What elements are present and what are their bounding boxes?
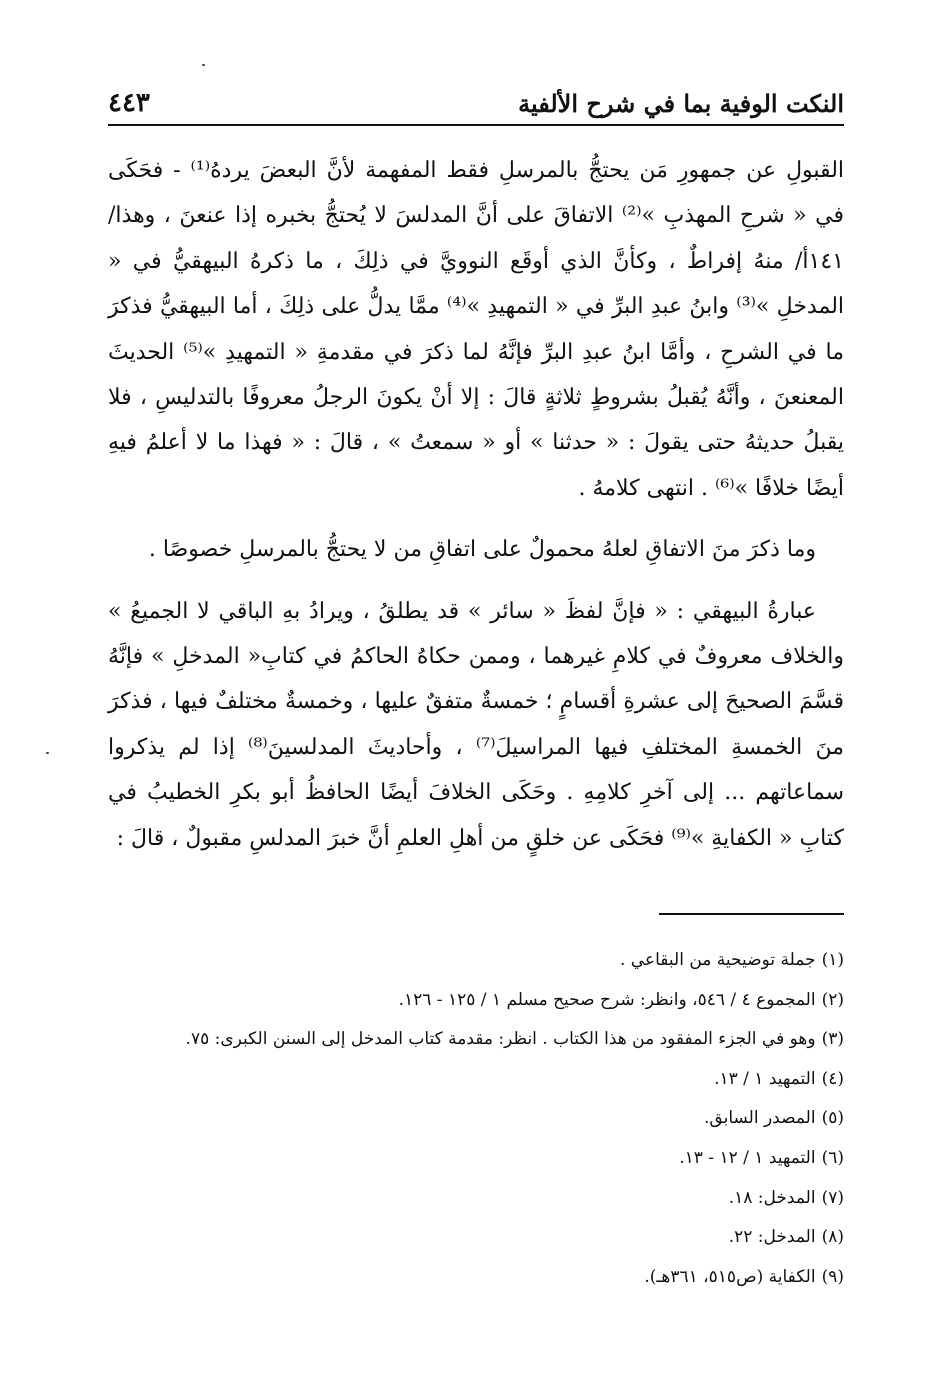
header-rule <box>108 124 844 126</box>
footnote-number: (٩) <box>821 1266 844 1287</box>
footnote-5 <box>108 1099 844 1139</box>
footnote-number: (٣) <box>821 1029 844 1050</box>
footnote-text: المصدر السابق. <box>704 1108 816 1129</box>
main-text <box>108 148 844 861</box>
footnote-number: (٥) <box>821 1108 844 1129</box>
footnote-text: المدخل: ٢٢. <box>728 1227 816 1248</box>
paragraph-1: القبولِ عن جمهورِ مَن يحتجُّ بالمرسلِ فقط المفهمة لأنَّ البعضَ يردهُ⁽¹⁾ - فحَكَى في « شرحِ المهذبِ »⁽²⁾ الاتفاقَ على أنَّ المدلسَ لا يُحتجُّ بخبره إذا عنعنَ ، وهذا/١٤١أ/ منهُ إفراطٌ ، وكأنَّ الذي أوقَع النوويَّ في ذلِكَ ، ما ذكرهُ البيهقيُّ في « المدخلِ »⁽³⁾ وابنُ عبدِ البرِّ في « التمهيدِ »⁽⁴⁾ ممَّا يدلُّ على ذلِكَ ، أما البيهقيُّ فذكرَ ما في الشرحِ ، وأمَّا ابنُ عبدِ البرِّ فإنَّهُ لما ذكرَ في مقدمةِ « التمهيدِ »⁽⁵⁾ الحديثَ المعنعنَ ، وأنَّهُ يُقبلُ بشروطٍ ثلاثةٍ قالَ : إلا أنْ يكونَ الرجلُ معروفًا بالتدليسِ ، فلا يقبلُ حديثهُ حتى يقولَ : « حدثنا » أو « سمعتُ » ، قالَ : « فهذا ما لا أعلمُ فيهِ أيضًا خلافًا »⁽⁶⁾ . انتهى كلامهُ . <box>108 158 845 501</box>
footnote-7 <box>108 1179 844 1219</box>
footnote-1 <box>108 941 844 981</box>
footnote-number: (١) <box>821 950 844 970</box>
footnote-3 <box>108 1020 844 1060</box>
footnote-text: التمهيد ١ / ١٣. <box>714 1068 816 1089</box>
footnote-text: وهو في الجزء المفقود من هذا الكتاب . انظر: مقدمة كتاب المدخل إلى السنن الكبرى: ٧٥. <box>185 1029 816 1050</box>
scan-speck <box>202 64 205 66</box>
paragraph-3: عبارةُ البيهقي : « فإنَّ لفظَ « سائر » قد يطلقُ ، ويرادُ بهِ الباقي لا الجميعُ » والخلاف معروفٌ في كلامِ غيرهما ، وممن حكاهُ الحاكمُ في كتابِ« المدخلِ » فإنَّهُ قسَّمَ الصحيحَ إلى عشرةِ أقسامٍ ؛ خمسةٌ متفقٌ عليها ، وخمسةٌ مختلفٌ فيها ، فذكرَ منَ الخمسةِ المختلفِ فيها المراسيلَ⁽⁷⁾ ، وأحاديثَ المدلسينَ⁽⁸⁾ إذا لم يذكروا سماعاتهم ... إلى آخرِ كلامِهِ . وحَكَى الخلافَ أيضًا الحافظُ أبو بكرِ الخطيبُ في كتابِ « الكفايةِ »⁽⁹⁾ فحَكَى عن خلقٍ من أهلِ العلمِ أنَّ خبرَ المدلسِ مقبولٌ ، قالَ : <box>108 598 844 851</box>
footnote-8 <box>108 1218 844 1258</box>
footnote-text: الكفاية (ص٥١٥، ٣٦١هـ). <box>644 1266 816 1287</box>
footnote-number: (٤) <box>821 1068 844 1089</box>
footnote-text: التمهيد ١ / ١٢ - ١٣. <box>679 1147 816 1168</box>
footnote-text: المدخل: ١٨. <box>728 1187 816 1208</box>
footnote-2 <box>108 981 844 1021</box>
footnote-number: (٦) <box>821 1147 844 1168</box>
footnote-number: (٢) <box>821 989 844 1010</box>
running-title: النكت الوفية بما في شرح الألفية <box>518 89 844 118</box>
footnote-9 <box>108 1258 844 1298</box>
paragraph-2: وما ذكرَ منَ الاتفاقِ لعلهُ محمولٌ على اتفاقِ من لا يحتجُّ بالمرسلِ خصوصًا . <box>148 537 816 563</box>
footnote-text: المجموع ٤ / ٥٤٦، وانظر: شرح صحيح مسلم ١ / ١٢٥ - ١٢٦. <box>398 989 816 1010</box>
footnote-number: (٧) <box>821 1187 844 1208</box>
footnotes <box>108 941 844 1297</box>
footnote-number: (٨) <box>821 1227 844 1248</box>
running-header <box>108 78 844 118</box>
footnote-text: جملة توضيحية من البقاعي . <box>620 950 816 970</box>
scan-speck <box>46 752 49 754</box>
page-number: ٤٤٣ <box>108 88 150 118</box>
footnote-6 <box>108 1139 844 1179</box>
footnote-4 <box>108 1060 844 1100</box>
footnote-separator <box>659 913 844 915</box>
